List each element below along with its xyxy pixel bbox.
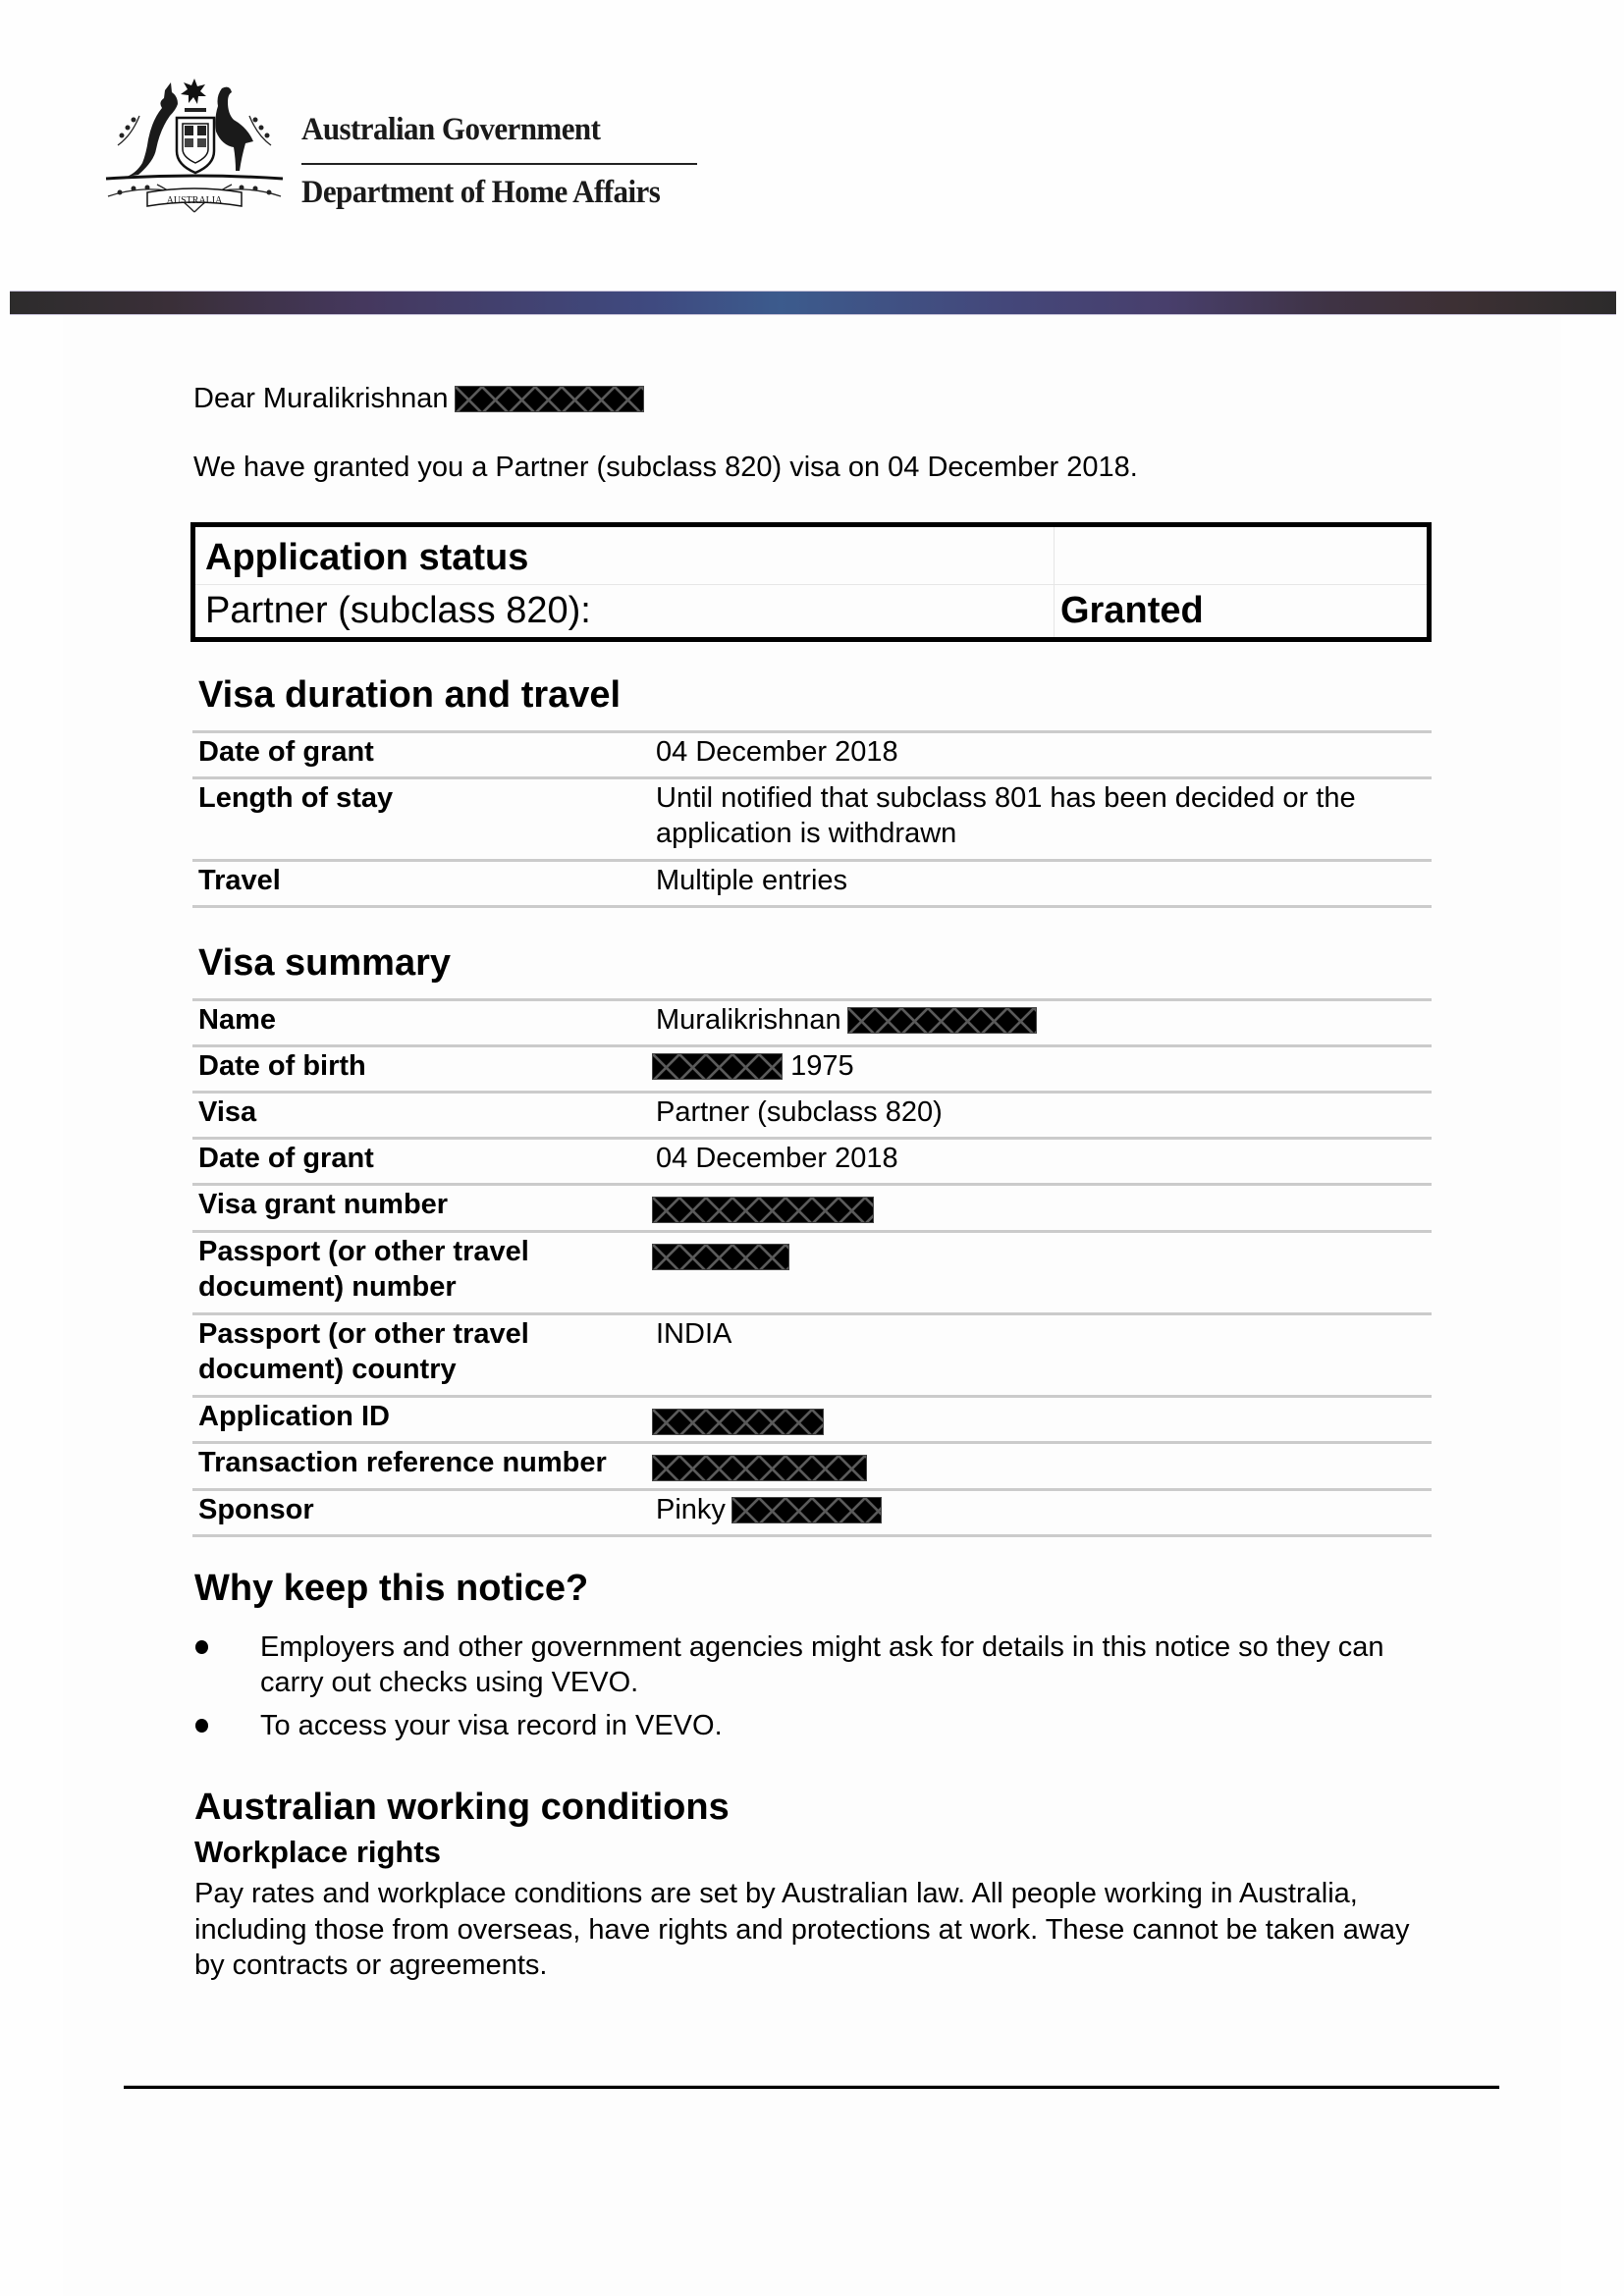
- row-label: Passport (or other travel document) number: [198, 1236, 529, 1303]
- header-color-band: [10, 292, 1616, 314]
- greeting: [193, 383, 644, 415]
- redacted-passport-number: [652, 1244, 789, 1270]
- row-value: 04 December 2018: [656, 736, 898, 768]
- redacted-surname: [455, 386, 644, 412]
- status-divider-horizontal: [195, 584, 1427, 585]
- table-row: [192, 1183, 1432, 1230]
- list-item: [193, 1708, 1440, 1743]
- row-label: Date of grant: [198, 1143, 374, 1174]
- svg-text:AUSTRALIA: AUSTRALIA: [166, 195, 223, 206]
- redacted-sponsor-surname: [731, 1497, 882, 1523]
- table-row: [192, 1044, 1432, 1091]
- row-label: Visa grant number: [198, 1189, 449, 1220]
- table-row: [192, 998, 1432, 1044]
- row-value: [656, 1002, 1432, 1038]
- greeting-text: Dear Muralikrishnan: [193, 383, 449, 414]
- workplace-rights-body: Pay rates and workplace conditions are set by Australian law. All people working in Australia, including those from overseas, have rights and protections at work. These cannot be taken away by contracts or agreements.: [194, 1878, 1410, 1981]
- table-row: [192, 1137, 1432, 1183]
- row-label: Date of grant: [198, 736, 374, 768]
- list-item: [193, 1629, 1440, 1700]
- bullet-icon: [195, 1640, 208, 1654]
- application-status-box: [190, 522, 1432, 642]
- table-row: [192, 1312, 1432, 1395]
- table-row: [192, 1488, 1432, 1537]
- section-title-visa-duration: Visa duration and travel: [198, 674, 622, 716]
- status-visa-label: Partner (subclass 820):: [205, 590, 591, 631]
- row-value: Until notified that subclass 801 has been decided or the application is withdrawn: [656, 782, 1356, 849]
- row-value: [652, 1048, 1428, 1084]
- row-label: Travel: [198, 865, 281, 896]
- bullet-text: Employers and other government agencies might ask for details in this notice so they can carry out checks using VEVO.: [260, 1631, 1384, 1698]
- row-label: Passport (or other travel document) country: [198, 1318, 529, 1385]
- redacted-transaction-reference: [652, 1455, 867, 1481]
- why-keep-bullets: [193, 1629, 1440, 1751]
- row-label: Sponsor: [198, 1494, 314, 1525]
- row-value: INDIA: [656, 1318, 732, 1350]
- redacted-application-id: [652, 1409, 824, 1435]
- status-badge: Granted: [1060, 590, 1204, 631]
- bullet-text: To access your visa record in VEVO.: [260, 1710, 723, 1741]
- section-title-working-conditions: Australian working conditions: [194, 1787, 730, 1828]
- section-title-why-keep: Why keep this notice?: [194, 1568, 589, 1609]
- redacted-birth-day-month: [652, 1053, 783, 1080]
- row-value: Partner (subclass 820): [656, 1096, 943, 1128]
- header-rule: [301, 163, 697, 165]
- coat-of-arms-icon: [98, 77, 291, 220]
- row-value: 04 December 2018: [656, 1143, 898, 1174]
- subheading-workplace-rights: Workplace rights: [194, 1835, 441, 1869]
- sponsor-name: Pinky: [656, 1494, 726, 1525]
- name-value: Muralikrishnan: [656, 1004, 841, 1036]
- table-row: [192, 1441, 1432, 1488]
- status-divider-vertical: [1054, 527, 1055, 637]
- bullet-icon: [195, 1719, 208, 1733]
- visa-summary-table: [192, 998, 1432, 1537]
- row-value: [652, 1192, 1428, 1227]
- table-row: [192, 1395, 1432, 1441]
- redacted-visa-grant-number: [652, 1197, 874, 1223]
- table-row: [192, 1091, 1432, 1137]
- status-title: Application status: [205, 537, 529, 578]
- row-label: Transaction reference number: [198, 1447, 607, 1478]
- birth-year: 1975: [790, 1050, 854, 1082]
- row-label: Name: [198, 1004, 276, 1036]
- redacted-surname: [847, 1007, 1037, 1034]
- row-label: Length of stay: [198, 782, 394, 814]
- row-value: [656, 1492, 1432, 1527]
- section-title-visa-summary: Visa summary: [198, 942, 452, 984]
- visa-duration-table: [192, 730, 1432, 908]
- table-row: [192, 859, 1432, 908]
- org-name-australian-government: Australian Government: [301, 112, 601, 147]
- table-row: [192, 1230, 1432, 1312]
- table-row: [192, 776, 1432, 859]
- row-label: Visa: [198, 1096, 257, 1128]
- row-value: [652, 1450, 1428, 1485]
- org-name-department: Department of Home Affairs: [301, 175, 661, 210]
- row-label: Application ID: [198, 1401, 390, 1432]
- grant-intro: We have granted you a Partner (subclass 820) visa on 04 December 2018.: [193, 452, 1138, 483]
- footer-rule: [124, 2086, 1499, 2089]
- row-value: [652, 1404, 1428, 1439]
- table-row: [192, 730, 1432, 776]
- row-value: Multiple entries: [656, 865, 848, 896]
- row-label: Date of birth: [198, 1050, 366, 1082]
- row-value: [652, 1239, 1428, 1274]
